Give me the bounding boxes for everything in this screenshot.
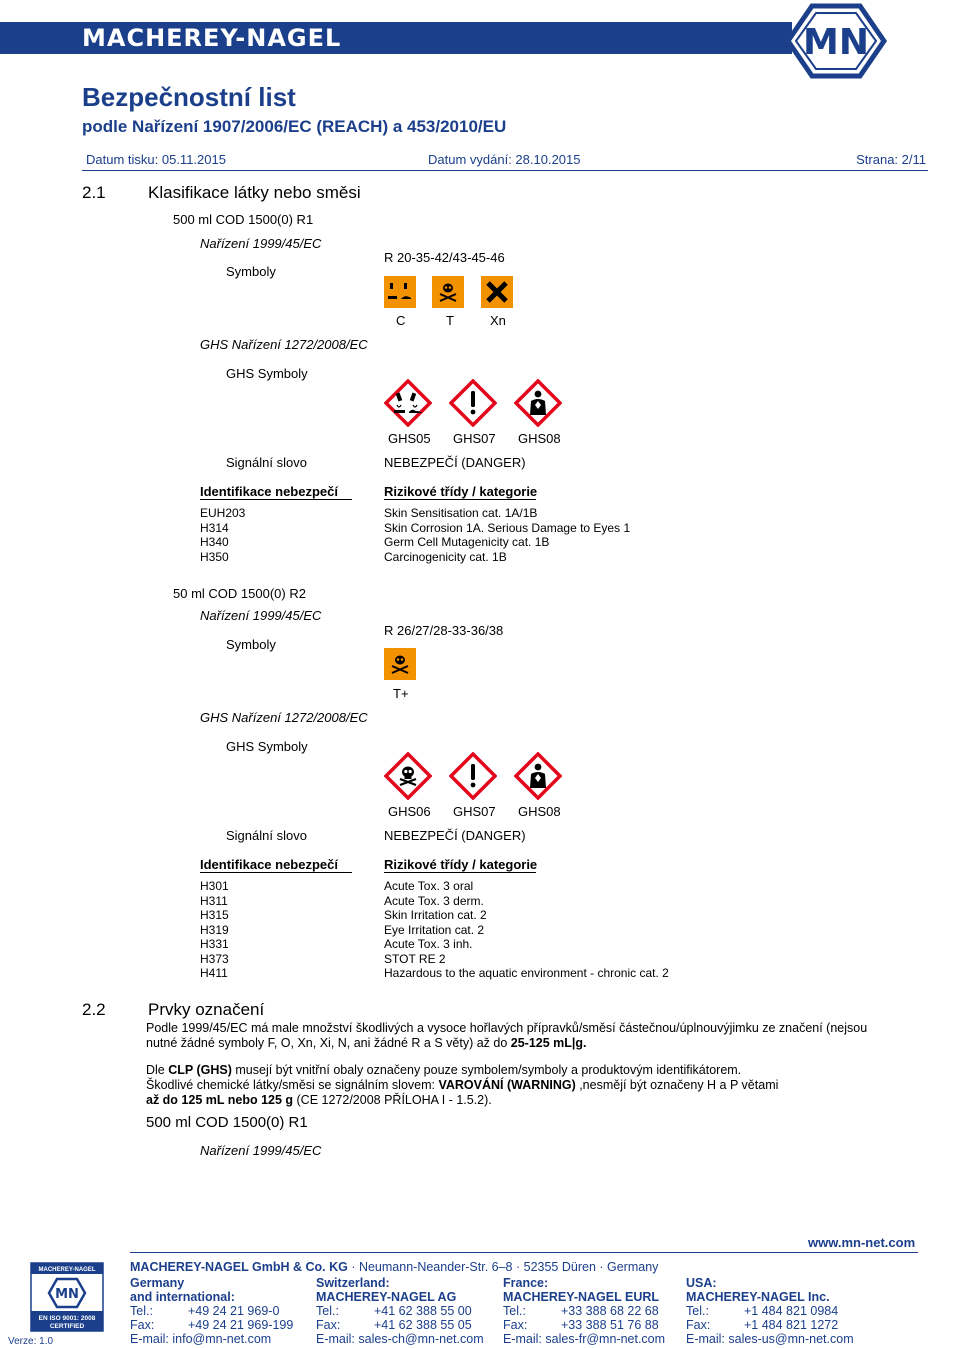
fax-line	[130, 1318, 293, 1332]
hazard-class: Skin Sensitisation cat. 1A/1B	[384, 506, 538, 520]
ghs-code: GHS07	[453, 431, 496, 446]
section-2-2-product: 500 ml COD 1500(0) R1	[146, 1114, 308, 1131]
paragraph-line	[146, 1063, 906, 1078]
email-line	[316, 1332, 484, 1346]
email-line	[686, 1332, 854, 1346]
hazard-class-list	[384, 506, 630, 564]
hazard-class: Acute Tox. 3 derm.	[384, 893, 484, 908]
tel-label: Tel.:	[686, 1304, 709, 1318]
hazard-id-header: Identifikace nebezpečí	[200, 484, 352, 500]
email-label: E-mail:	[130, 1332, 169, 1346]
paragraph-bold: až do 125 mL nebo 125 g	[146, 1093, 294, 1107]
cert-brand: MACHEREY-NAGEL	[38, 1267, 96, 1273]
old-symbol-code: T+	[393, 686, 409, 701]
footer-column-usa	[686, 1276, 854, 1346]
paragraph-text: nutné žádné symboly F, O, Xn, Xi, N, ani žádné R a S věty) až do	[146, 1036, 511, 1050]
old-symbol-code: Xn	[490, 313, 506, 328]
hazard-class: Eye Irritation cat. 2	[384, 922, 485, 937]
hazard-class: Germ Cell Mutagenicity cat. 1B	[384, 535, 550, 549]
tel-label: Tel.:	[503, 1304, 526, 1318]
toxic-t-icon	[432, 276, 464, 308]
column-title: France:	[503, 1276, 549, 1290]
logo-text: MN	[803, 22, 869, 63]
harmful-xn-icon	[481, 276, 513, 308]
document-title: Bezpečnostní list	[82, 82, 296, 112]
email-link[interactable]: sales-ch@mn-net.com	[358, 1332, 484, 1346]
fax-line	[686, 1318, 854, 1332]
hazard-id-header: Identifikace nebezpečí	[200, 857, 352, 873]
symbols-label: Symboly	[226, 264, 276, 279]
ghs-code: GHS06	[388, 804, 431, 819]
hazard-class-list	[384, 879, 669, 981]
hazard-code: H340	[200, 535, 229, 549]
ghs-code: GHS08	[518, 431, 561, 446]
paragraph-bold: VAROVÁNÍ (WARNING)	[438, 1078, 576, 1092]
tel-line	[686, 1304, 854, 1318]
ghs-symbols-label: GHS Symboly	[226, 366, 308, 381]
issue-date: Datum vydání: 28.10.2015	[428, 152, 581, 167]
paragraph-line: Podle 1999/45/EC má male množství škodlivých a vysoce hořlavých přípravků/směsí částečnou/úplnouvýjimku ze značení (nejsou	[146, 1021, 868, 1035]
hazard-code: EUH203	[200, 506, 246, 520]
hazard-class: Acute Tox. 3 inh.	[384, 937, 473, 951]
company-line	[130, 1260, 658, 1274]
paragraph-line	[146, 1036, 906, 1051]
column-subtitle: MACHEREY-NAGEL Inc.	[686, 1290, 830, 1304]
email-link[interactable]: sales-fr@mn-net.com	[545, 1332, 666, 1346]
mn-logo-icon	[782, 2, 890, 80]
cert-status: CERTIFIED	[49, 1323, 85, 1330]
footer-divider	[130, 1252, 918, 1253]
ghs07-exclamation-icon	[449, 379, 497, 427]
signal-word: NEBEZPEČÍ (DANGER)	[384, 455, 526, 470]
hazard-code: H301	[200, 879, 229, 893]
labelling-paragraph-2	[146, 1063, 906, 1108]
hazard-code-list	[200, 879, 229, 981]
section-title: Klasifikace látky nebo směsi	[148, 183, 361, 202]
iso-certification-icon	[30, 1262, 104, 1332]
column-title: Switzerland:	[316, 1276, 390, 1290]
paragraph-text: musejí být vnitřní obaly označeny pouze symbolem/symboly a produktovým identifikátorem.	[231, 1063, 742, 1077]
fax-line	[503, 1318, 665, 1332]
hazard-class: Skin Irritation cat. 2	[384, 908, 487, 922]
paragraph-text: ,nesmějí být označeny H a P větami	[575, 1078, 779, 1092]
tel-line	[503, 1304, 665, 1318]
hazard-class: Carcinogenicity cat. 1B	[384, 549, 507, 564]
email-label: E-mail:	[686, 1332, 725, 1346]
cert-standard: EN ISO 9001: 2008	[38, 1315, 96, 1322]
email-label: E-mail:	[503, 1332, 542, 1346]
hazard-code: H411	[200, 966, 228, 980]
fax-label: Fax:	[316, 1318, 341, 1332]
signal-word: NEBEZPEČÍ (DANGER)	[384, 828, 526, 843]
hazard-class: Hazardous to the aquatic environment - chronic cat. 2	[384, 966, 669, 980]
fax-value: +33 388 51 76 88	[561, 1318, 659, 1332]
ghs07-exclamation-icon	[449, 752, 497, 800]
paragraph-line	[146, 1078, 906, 1093]
column-title: USA:	[686, 1276, 717, 1290]
labelling-paragraph-1	[146, 1021, 906, 1051]
hazard-class: Skin Corrosion 1A. Serious Damage to Eyes 1	[384, 520, 631, 535]
signal-word-label: Signální slovo	[226, 455, 307, 470]
regulation-old: Nařízení 1999/45/EC	[200, 236, 322, 251]
website-link[interactable]: www.mn-net.com	[808, 1235, 916, 1250]
corrosive-c-icon	[384, 276, 416, 308]
hazard-class-header: Rizikové třídy / kategorie	[384, 484, 538, 499]
column-subtitle: MACHEREY-NAGEL AG	[316, 1290, 457, 1304]
hazard-code: H319	[200, 922, 229, 937]
hazard-code: H350	[200, 549, 229, 564]
r-phrases: R 26/27/28-33-36/38	[384, 623, 504, 638]
fax-value: +49 24 21 969-199	[188, 1318, 294, 1332]
column-title: Germany	[130, 1276, 185, 1290]
footer-column-germany	[130, 1276, 293, 1346]
hazard-class: STOT RE 2	[384, 951, 446, 966]
hazard-code: H373	[200, 951, 229, 966]
tel-value: +1 484 821 0984	[744, 1304, 839, 1318]
ghs08-health-hazard-icon	[514, 379, 562, 427]
email-link[interactable]: sales-us@mn-net.com	[728, 1332, 854, 1346]
email-label: E-mail:	[316, 1332, 355, 1346]
ghs06-skull-icon	[384, 752, 432, 800]
document-subtitle: podle Nařízení 1907/2006/EC (REACH) a 453/2010/EU	[82, 117, 507, 136]
page-number: Strana: 2/11	[856, 152, 926, 167]
brand-name: MACHEREY-NAGEL	[82, 24, 342, 52]
very-toxic-tplus-icon	[384, 648, 416, 680]
tel-line	[130, 1304, 293, 1318]
signal-word-label: Signální slovo	[226, 828, 307, 843]
fax-label: Fax:	[130, 1318, 155, 1332]
old-symbol-code: T	[446, 313, 454, 328]
company-name: MACHEREY-NAGEL GmbH & Co. KG	[130, 1260, 348, 1274]
product-name: 50 ml COD 1500(0) R2	[173, 586, 306, 601]
hazard-code-list	[200, 506, 245, 564]
tel-value: +33 388 68 22 68	[561, 1304, 659, 1318]
section-title: Prvky označení	[148, 1000, 265, 1019]
hazard-code: H315	[200, 908, 229, 922]
page-footer	[0, 1232, 960, 1348]
ghs05-corrosion-icon	[384, 379, 432, 427]
hazard-code: H314	[200, 520, 229, 535]
email-line	[130, 1332, 293, 1346]
footer-column-france	[503, 1276, 665, 1346]
hazard-class-header: Rizikové třídy / kategorie	[384, 857, 538, 872]
r-phrases: R 20-35-42/43-45-46	[384, 250, 505, 265]
hazard-code: H311	[200, 893, 228, 908]
fax-label: Fax:	[686, 1318, 711, 1332]
cert-logo-text: MN	[55, 1287, 79, 1302]
paragraph-bold: CLP (GHS)	[168, 1063, 232, 1077]
section-number: 2.2	[82, 1000, 106, 1019]
old-symbol-code: C	[396, 313, 406, 328]
hazard-code: H331	[200, 937, 229, 951]
symbols-label: Symboly	[226, 637, 276, 652]
paragraph-text: Dle	[146, 1063, 169, 1077]
fax-label: Fax:	[503, 1318, 528, 1332]
company-address: · Neumann-Neander-Str. 6–8 · 52355 Düren · Germany	[347, 1260, 659, 1274]
version-label: Verze: 1.0	[8, 1336, 54, 1347]
regulation-old: Nařízení 1999/45/EC	[200, 608, 322, 623]
fax-value: +41 62 388 55 05	[374, 1318, 472, 1332]
column-subtitle: MACHEREY-NAGEL EURL	[503, 1290, 660, 1304]
paragraph-bold: 25-125 mL|g.	[510, 1036, 587, 1050]
dates-row	[82, 152, 928, 171]
ghs-code: GHS08	[518, 804, 561, 819]
fax-line	[316, 1318, 484, 1332]
fax-value: +1 484 821 1272	[744, 1318, 839, 1332]
section-2-2-regulation: Nařízení 1999/45/EC	[200, 1143, 322, 1158]
hazard-class: Acute Tox. 3 oral	[384, 879, 474, 893]
ghs-code: GHS07	[453, 804, 496, 819]
print-date: Datum tisku: 05.11.2015	[86, 152, 226, 167]
paragraph-line	[146, 1093, 906, 1108]
product-name: 500 ml COD 1500(0) R1	[173, 212, 314, 227]
paragraph-text: (CE 1272/2008 PŘÍLOHA I - 1.5.2).	[293, 1093, 492, 1107]
email-link[interactable]: info@mn-net.com	[172, 1332, 272, 1346]
ghs-code: GHS05	[388, 431, 431, 446]
paragraph-text: Škodlivé chemické látky/směsi se signálním slovem:	[146, 1078, 439, 1092]
tel-value: +49 24 21 969-0	[188, 1304, 280, 1318]
tel-line	[316, 1304, 484, 1318]
tel-label: Tel.:	[316, 1304, 339, 1318]
ghs-regulation: GHS Nařízení 1272/2008/EC	[200, 337, 368, 352]
ghs-regulation: GHS Nařízení 1272/2008/EC	[200, 710, 368, 725]
ghs-symbols-label: GHS Symboly	[226, 739, 308, 754]
footer-column-switzerland	[316, 1276, 484, 1346]
ghs08-health-hazard-icon	[514, 752, 562, 800]
tel-value: +41 62 388 55 00	[374, 1304, 472, 1318]
section-number: 2.1	[82, 183, 106, 202]
tel-label: Tel.:	[130, 1304, 153, 1318]
email-line	[503, 1332, 665, 1346]
column-subtitle: and international:	[130, 1290, 235, 1304]
